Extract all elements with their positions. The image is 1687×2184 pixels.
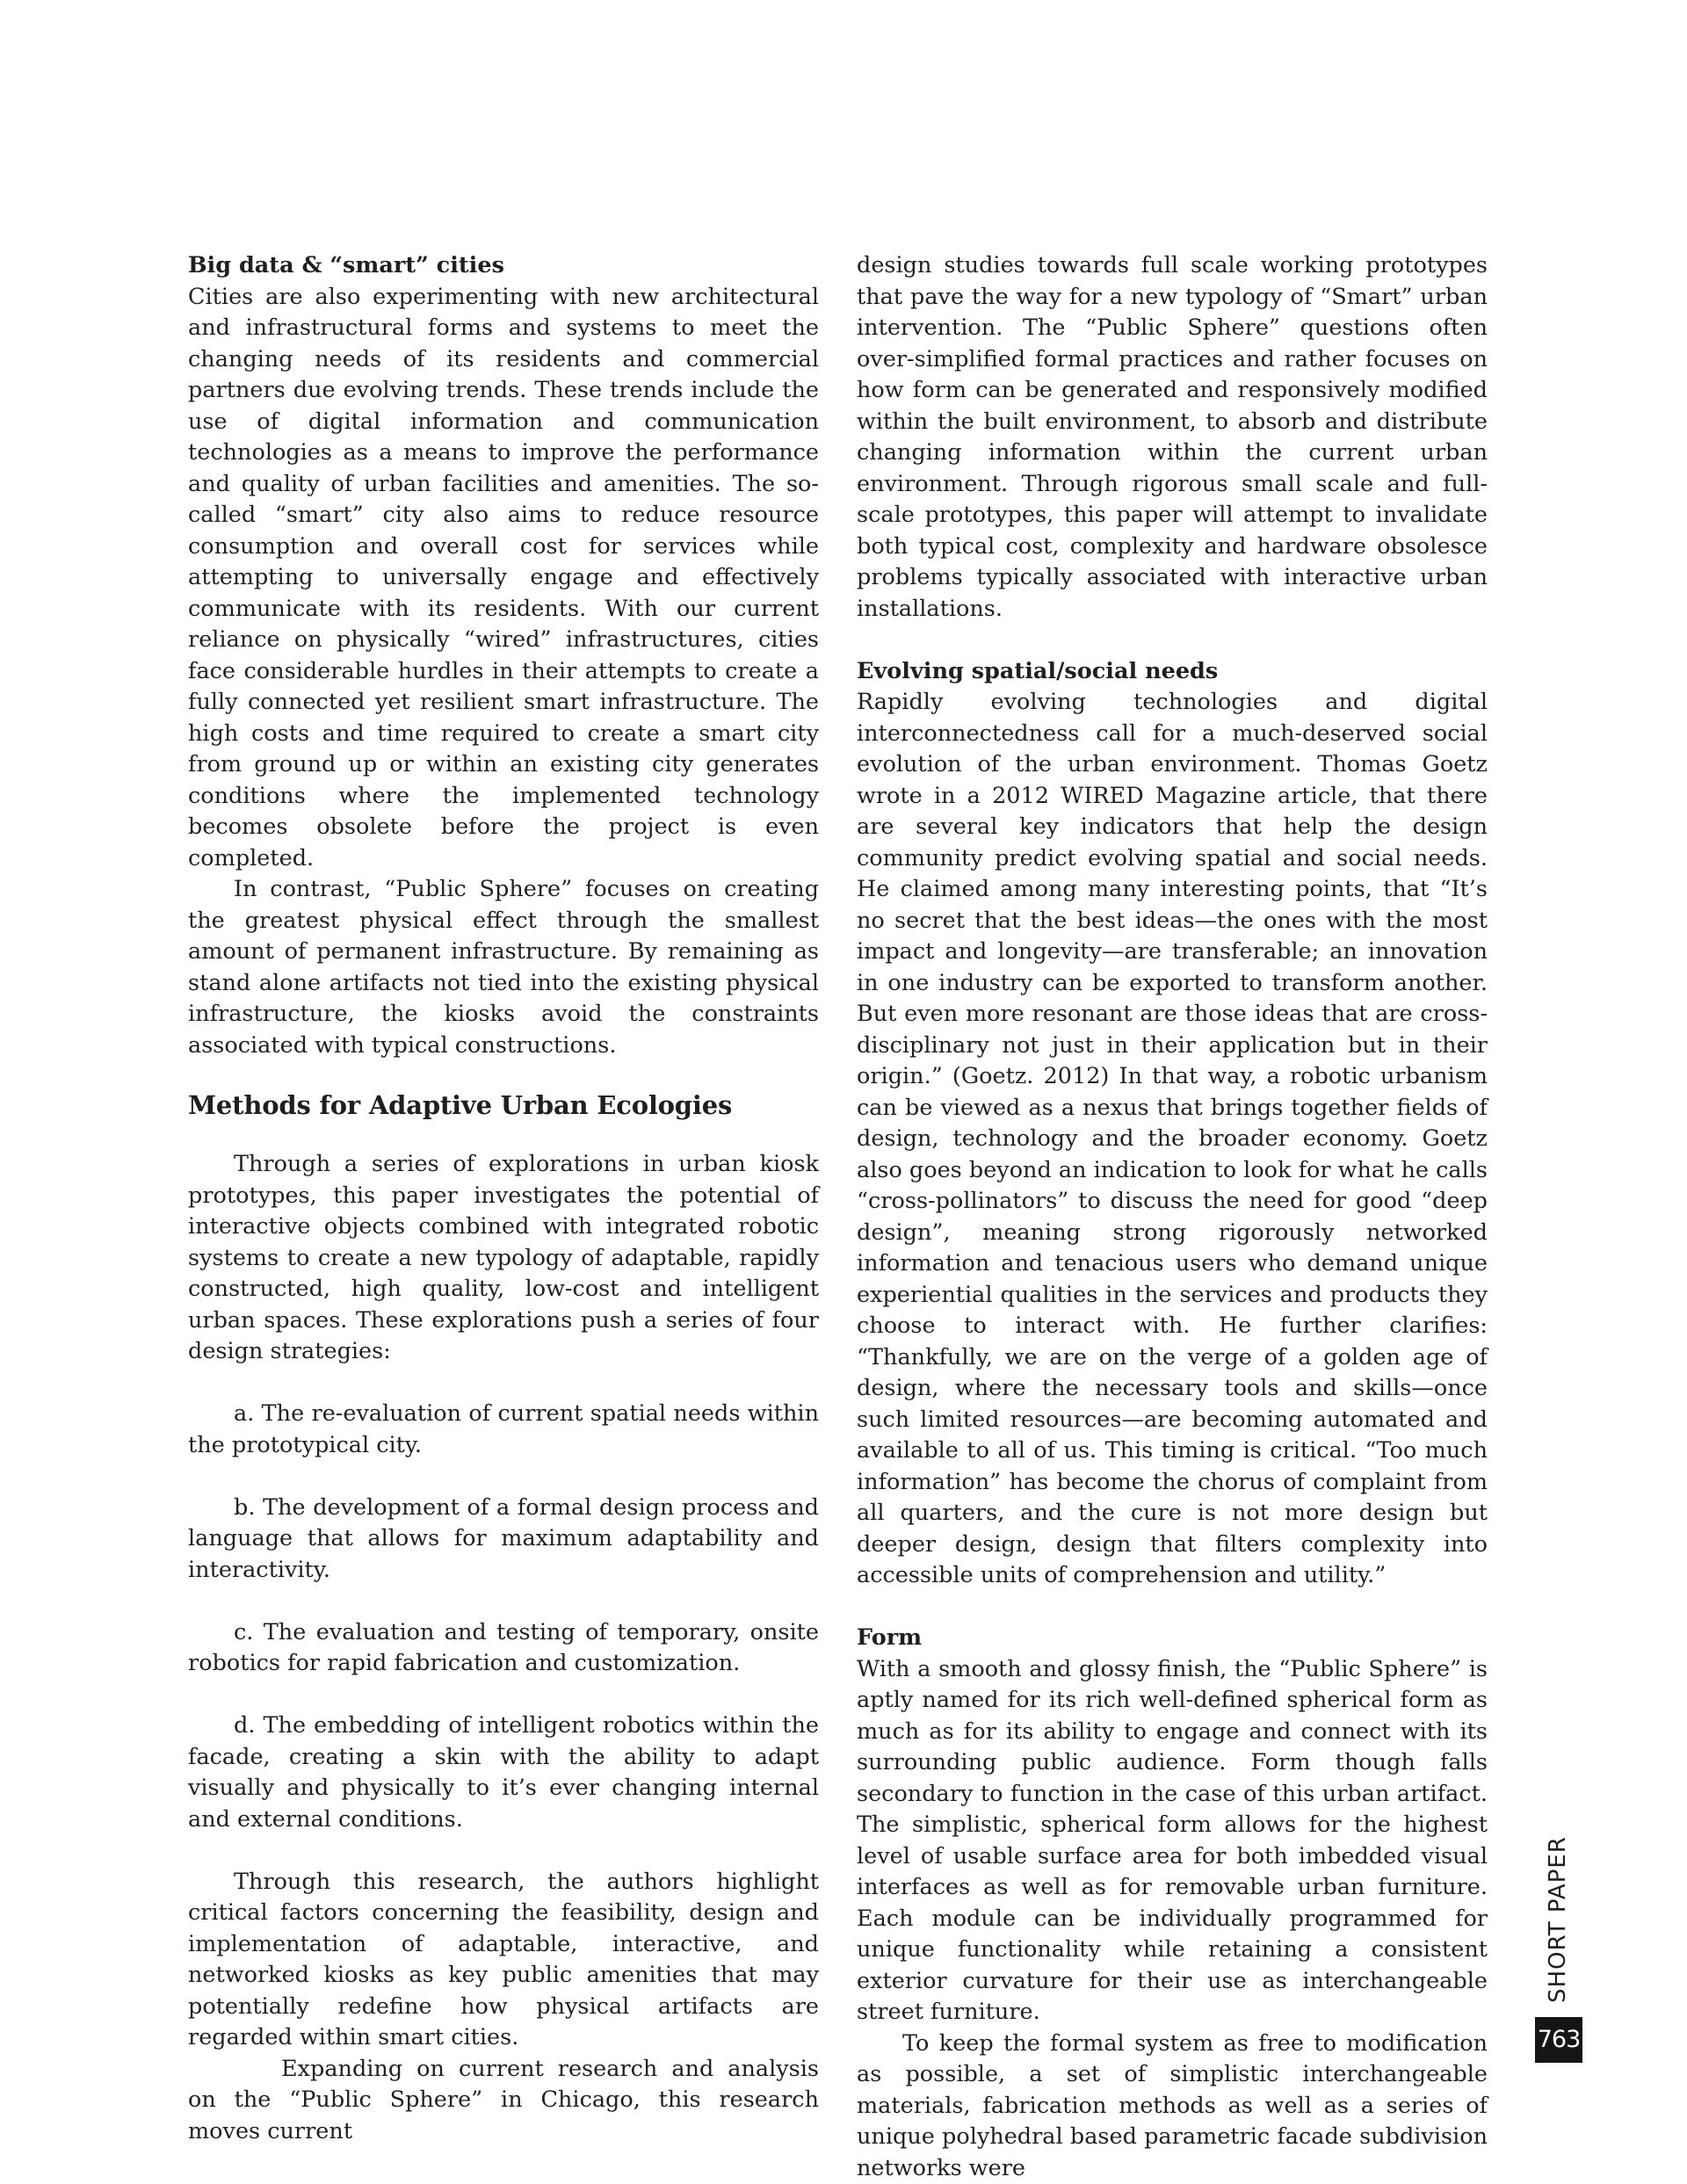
heading-big-data: Big data & “smart” cities	[188, 250, 819, 282]
paragraph-contrast: In contrast, “Public Sphere” focuses on creating the greatest physical effect through the smallest amount of permanent infrastructure. By remaining as stand alone artifacts not tied into the existing physical infrastructure, the kiosks avoid the constraints associated with typical constructions.	[188, 874, 819, 1061]
heading-evolving: Evolving spatial/social needs	[857, 656, 1488, 688]
paragraph-continued: design studies towards full scale working prototypes that pave the way for a new typology of “Smart” urban intervention. The “Public Sphere” questions often over-simplified formal practices and rather focuses on how form can be generated and responsively modified within the built environment, to absorb and distribute changing information within the current urban environment. Through rigorous small scale and full-scale prototypes, this paper will attempt to invalidate both typical cost, complexity and hardware obsolesce problems typically associated with interactive urban installations.	[857, 250, 1488, 625]
heading-form: Form	[857, 1623, 1488, 1654]
paragraph-big-data: Cities are also experimenting with new architectural and infrastructural forms and systems to meet the changing needs of its residents and commercial partners due evolving trends. These trends include the use of digital information and communication technologies as a means to improve the performance and quality of urban facilities and amenities. The so-called “smart” city also aims to reduce resource consumption and overall cost for services while attempting to universally engage and effectively communicate with its residents. With our current reliance on physically “wired” infrastructures, cities face considerable hurdles in their attempts to create a fully connected yet resilient smart infrastructure. The high costs and time required to create a smart city from ground up or within an existing city generates conditions where the implemented technology becomes obsolete before the project is even completed.	[188, 282, 819, 875]
list-item-c: c. The evaluation and testing of temporary, onsite robotics for rapid fabrication and customization.	[188, 1617, 819, 1680]
heading-methods: Methods for Adaptive Urban Ecologies	[188, 1088, 819, 1123]
page-number: 763	[1535, 2017, 1582, 2063]
right-column	[857, 250, 1488, 2184]
list-item-d: d. The embedding of intelligent robotics within the facade, creating a skin with the ability to adapt visually and physically to it’s ever changing internal and external conditions.	[188, 1710, 819, 1835]
list-item-a: a. The re-evaluation of current spatial needs within the prototypical city.	[188, 1399, 819, 1461]
paragraph-methods: Through a series of explorations in urban kiosk prototypes, this paper investigates the potential of interactive objects combined with integrated robotic systems to create a new typology of adaptable, rapidly constructed, high quality, low-cost and intelligent urban spaces. These explorations push a series of four design strategies:	[188, 1149, 819, 1368]
paragraph-form: With a smooth and glossy finish, the “Public Sphere” is aptly named for its rich well-defined spherical form as much as for its ability to engage and connect with its surrounding public audience. Form though falls secondary to function in the case of this urban artifact. The simplistic, spherical form allows for the highest level of usable surface area for both imbedded visual interfaces as well as for removable urban furniture. Each module can be individually programmed for unique functionality while retaining a consistent exterior curvature for their use as interchangeable street furniture.	[857, 1654, 1488, 2029]
section-label: SHORT PAPER	[1543, 1836, 1573, 2003]
paragraph-keep: To keep the formal system as free to modification as possible, a set of simplistic interchangeable materials, fabrication methods as well as a series of unique polyhedral based parametric facade subdivision networks were	[857, 2029, 1488, 2184]
list-item-b: b. The development of a formal design process and language that allows for maximum adaptability and interactivity.	[188, 1493, 819, 1587]
paragraph-evolving: Rapidly evolving technologies and digital interconnectedness call for a much-deserved social evolution of the urban environment. Thomas Goetz wrote in a 2012 WIRED Magazine article, that there are several key indicators that help the design community predict evolving spatial and social needs. He claimed among many interesting points, that “It’s no secret that the best ideas—the ones with the most impact and longevity—are transferable; an innovation in one industry can be exported to transform another. But even more resonant are those ideas that are cross-disciplinary not just in their application but in their origin.” (Goetz. 2012) In that way, a robotic urbanism can be viewed as a nexus that brings together fields of design, technology and the broader economy. Goetz also goes beyond an indication to look for what he calls “cross-pollinators” to discuss the need for good “deep design”, meaning strong rigorously networked information and tenacious users who demand unique experiential qualities in the services and products they choose to interact with. He further clarifies: “Thankfully, we are on the verge of a golden age of design, where the necessary tools and skills—once such limited resources—are becoming automated and available to all of us. This timing is critical. “Too much information” has become the chorus of complaint from all quarters, and the cure is not more design but deeper design, design that filters complexity into accessible units of comprehension and utility.”	[857, 687, 1488, 1592]
left-column	[188, 250, 819, 2147]
side-margin-band	[1533, 1836, 1582, 2003]
paragraph-research: Through this research, the authors highlight critical factors concerning the feasibility, design and implementation of adaptable, interactive, and networked kiosks as key public amenities that may potentially redefine how physical artifacts are regarded within smart cities.	[188, 1867, 819, 2054]
paragraph-expanding: Expanding on current research and analysis on the “Public Sphere” in Chicago, this research moves current	[188, 2054, 819, 2148]
